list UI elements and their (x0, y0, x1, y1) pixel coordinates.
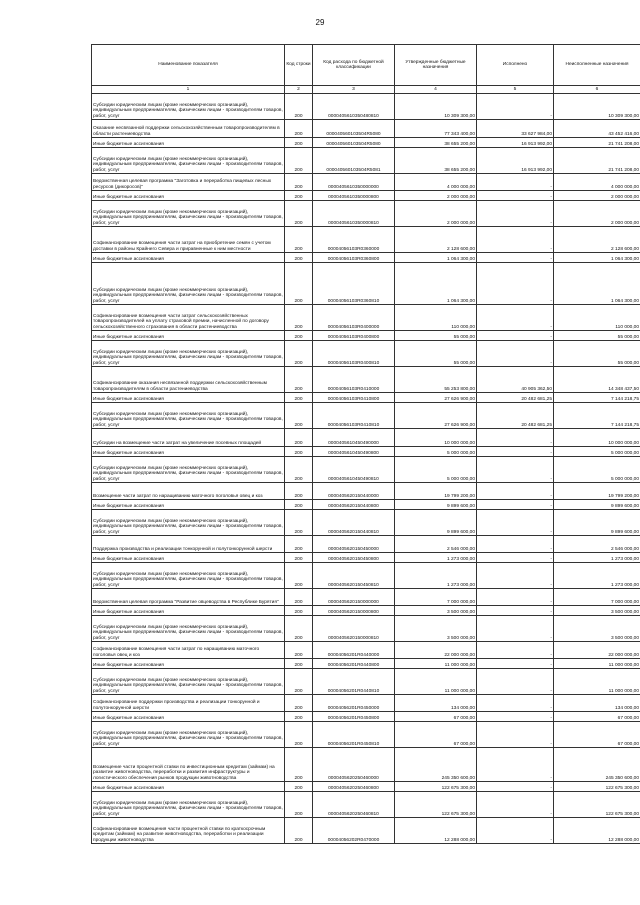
row-indicator-name: Поддержка производства и реализации тонкорунной и полутонкорунной шерсти (92, 536, 285, 553)
table-row (92, 792, 640, 818)
column-index: 6 (554, 86, 640, 94)
row-expense-code: 00004056103R0360810 (313, 263, 395, 305)
row-expense-code: 00004056103R0400000 (313, 305, 395, 331)
row-expense-code: 000040560103504R5081 (313, 148, 395, 174)
row-indicator-name: Иные бюджетные ассигнования (92, 253, 285, 263)
row-executed-amount: 16 913 992,00 (477, 138, 554, 148)
row-line-code: 200 (285, 191, 313, 201)
row-expense-code: 0000405620250460000 (313, 748, 395, 782)
row-indicator-name: Субсидии юридическим лицам (кроме некоммерческих организаций), индивидуальным предпринимателям, физическим лицам - производителям товаров, работ, услуг (92, 457, 285, 483)
table-row (92, 606, 640, 616)
row-line-code: 200 (285, 148, 313, 174)
row-expense-code: 000040560103504R5080 (313, 138, 395, 148)
row-unexecuted-amount: 67 000,00 (554, 712, 640, 722)
row-line-code: 200 (285, 818, 313, 844)
row-line-code: 200 (285, 227, 313, 253)
row-expense-code: 00004056201R0440000 (313, 642, 395, 659)
row-executed-amount: - (477, 659, 554, 669)
header-line-code: Код строки (285, 45, 313, 86)
row-line-code: 200 (285, 553, 313, 563)
budget-execution-table (91, 44, 640, 844)
row-expense-code: 0000405620150440800 (313, 500, 395, 510)
row-expense-code: 00004056201R0450000 (313, 695, 395, 712)
row-indicator-name: Субсидии юридическим лицам (кроме некоммерческих организаций), индивидуальным предпринимателям, физическим лицам - производителям товаров, работ, услуг (92, 792, 285, 818)
row-approved-amount: 10 000 000,00 (395, 429, 477, 447)
row-executed-amount: - (477, 589, 554, 606)
row-executed-amount: - (477, 563, 554, 589)
row-executed-amount: - (477, 191, 554, 201)
row-indicator-name: Оказание несвязанной поддержки сельскохозяйственным товаропроизводителям в области растениеводства (92, 120, 285, 138)
row-line-code: 200 (285, 94, 313, 120)
row-indicator-name: Иные бюджетные ассигнования (92, 553, 285, 563)
row-approved-amount: 5 000 000,00 (395, 447, 477, 457)
row-executed-amount: - (477, 483, 554, 500)
row-executed-amount: - (477, 695, 554, 712)
row-executed-amount: - (477, 748, 554, 782)
row-unexecuted-amount: 10 309 300,00 (554, 94, 640, 120)
row-approved-amount: 10 309 300,00 (395, 94, 477, 120)
row-expense-code: 0000405610350000800 (313, 191, 395, 201)
row-approved-amount: 1 064 300,00 (395, 263, 477, 305)
row-unexecuted-amount: 5 000 000,00 (554, 447, 640, 457)
row-unexecuted-amount: 11 000 000,00 (554, 669, 640, 695)
header-executed: Исполнено (477, 45, 554, 86)
row-approved-amount: 2 000 000,00 (395, 191, 477, 201)
row-line-code: 200 (285, 563, 313, 589)
row-indicator-name: Иные бюджетные ассигнования (92, 138, 285, 148)
row-executed-amount: - (477, 263, 554, 305)
table-row (92, 429, 640, 447)
row-indicator-name: Субсидии юридическим лицам (кроме некоммерческих организаций), индивидуальным предпринимателям, физическим лицам - производителям товаров, работ, услуг (92, 616, 285, 642)
row-indicator-name: Субсидии юридическим лицам (кроме некоммерческих организаций), индивидуальным предпринимателям, физическим лицам - производителям товаров, работ, услуг (92, 201, 285, 227)
row-unexecuted-amount: 9 899 600,00 (554, 500, 640, 510)
row-indicator-name: Субсидии юридическим лицам (кроме некоммерческих организаций), индивидуальным предпринимателям, физическим лицам - производителям товаров, работ, услуг (92, 148, 285, 174)
row-line-code: 200 (285, 367, 313, 393)
row-executed-amount: - (477, 447, 554, 457)
row-indicator-name: Иные бюджетные ассигнования (92, 782, 285, 792)
row-executed-amount: - (477, 94, 554, 120)
row-executed-amount: - (477, 201, 554, 227)
row-line-code: 200 (285, 457, 313, 483)
row-approved-amount: 38 655 200,00 (395, 138, 477, 148)
table-row (92, 331, 640, 341)
table-row (92, 589, 640, 606)
row-expense-code: 00004056103R0410810 (313, 403, 395, 429)
row-indicator-name: Софинансирование поддержки производства и реализации тонкорунной и полутонкорунной шерсти (92, 695, 285, 712)
row-executed-amount: - (477, 510, 554, 536)
row-expense-code: 0000405620150450800 (313, 553, 395, 563)
row-approved-amount: 122 675 300,00 (395, 782, 477, 792)
table-row (92, 669, 640, 695)
row-unexecuted-amount: 1 064 300,00 (554, 263, 640, 305)
column-index: 5 (477, 86, 554, 94)
row-approved-amount: 67 000,00 (395, 712, 477, 722)
column-index: 1 (92, 86, 285, 94)
row-executed-amount: - (477, 782, 554, 792)
row-unexecuted-amount: 1 273 000,00 (554, 553, 640, 563)
row-unexecuted-amount: 21 741 208,00 (554, 148, 640, 174)
row-approved-amount: 1 273 000,00 (395, 553, 477, 563)
row-executed-amount: - (477, 606, 554, 616)
row-indicator-name: Софинансирование возмещения части процентной ставки по краткосрочным кредитам (займам) на развитие животноводства, переработки и реализации продукции животноводства (92, 818, 285, 844)
row-indicator-name: Иные бюджетные ассигнования (92, 606, 285, 616)
table-row (92, 536, 640, 553)
table-row (92, 642, 640, 659)
row-indicator-name: Субсидии юридическим лицам (кроме некоммерческих организаций), индивидуальным предпринимателям, физическим лицам - производителям товаров, работ, услуг (92, 563, 285, 589)
row-line-code: 200 (285, 331, 313, 341)
row-approved-amount: 67 000,00 (395, 722, 477, 748)
row-approved-amount: 9 899 600,00 (395, 510, 477, 536)
row-unexecuted-amount: 14 348 437,50 (554, 367, 640, 393)
row-unexecuted-amount: 10 000 000,00 (554, 429, 640, 447)
table-row (92, 563, 640, 589)
row-indicator-name: Возмещение части процентной ставки по инвестиционным кредитам (займам) на развитие животноводства, переработки и развития инфраструктуры и логистического обеспечения рынков продукции животноводства (92, 748, 285, 782)
row-executed-amount: - (477, 553, 554, 563)
row-line-code: 200 (285, 500, 313, 510)
row-line-code: 200 (285, 695, 313, 712)
row-unexecuted-amount: 4 000 000,00 (554, 174, 640, 191)
row-approved-amount: 134 000,00 (395, 695, 477, 712)
row-executed-amount: 40 905 362,50 (477, 367, 554, 393)
row-line-code: 200 (285, 659, 313, 669)
row-approved-amount: 55 000,00 (395, 331, 477, 341)
row-executed-amount: 20 482 681,25 (477, 393, 554, 403)
row-unexecuted-amount: 7 144 218,75 (554, 403, 640, 429)
header-indicator-name: Наименование показателя (92, 45, 285, 86)
table-row (92, 782, 640, 792)
row-executed-amount: - (477, 722, 554, 748)
row-line-code: 200 (285, 536, 313, 553)
table-row (92, 393, 640, 403)
row-approved-amount: 22 000 000,00 (395, 642, 477, 659)
table-row (92, 510, 640, 536)
table-row (92, 148, 640, 174)
table-row (92, 447, 640, 457)
row-line-code: 200 (285, 429, 313, 447)
table-row (92, 457, 640, 483)
row-line-code: 200 (285, 616, 313, 642)
row-unexecuted-amount: 3 500 000,00 (554, 606, 640, 616)
row-unexecuted-amount: 1 064 300,00 (554, 253, 640, 263)
header-expense-code: Код расхода по бюджетной классификации (313, 45, 395, 86)
row-unexecuted-amount: 134 000,00 (554, 695, 640, 712)
row-executed-amount: - (477, 536, 554, 553)
row-indicator-name: Субсидии на возмещение части затрат на увеличение посевных площадей (92, 429, 285, 447)
row-approved-amount: 2 128 600,00 (395, 227, 477, 253)
row-expense-code: 0000405620150440000 (313, 483, 395, 500)
row-approved-amount: 2 000 000,00 (395, 201, 477, 227)
row-approved-amount: 12 288 000,00 (395, 818, 477, 844)
row-expense-code: 00004056201R0440800 (313, 659, 395, 669)
row-approved-amount: 9 899 600,00 (395, 500, 477, 510)
row-line-code: 200 (285, 138, 313, 148)
table-row (92, 94, 640, 120)
table-row (92, 253, 640, 263)
row-executed-amount: - (477, 305, 554, 331)
row-expense-code: 00004056103R0360000 (313, 227, 395, 253)
row-executed-amount: - (477, 227, 554, 253)
row-indicator-name: Иные бюджетные ассигнования (92, 712, 285, 722)
row-expense-code: 0000405610450490810 (313, 457, 395, 483)
row-unexecuted-amount: 1 273 000,00 (554, 563, 640, 589)
page-number: 29 (315, 18, 325, 27)
row-unexecuted-amount: 22 000 000,00 (554, 642, 640, 659)
row-executed-amount: - (477, 429, 554, 447)
table-row (92, 500, 640, 510)
row-expense-code: 0000405620150450000 (313, 536, 395, 553)
row-indicator-name: Иные бюджетные ассигнования (92, 659, 285, 669)
column-index: 4 (395, 86, 477, 94)
row-indicator-name: Субсидии юридическим лицам (кроме некоммерческих организаций), индивидуальным предпринимателям, физическим лицам - производителям товаров, работ, услуг (92, 669, 285, 695)
row-approved-amount: 2 546 000,00 (395, 536, 477, 553)
row-expense-code: 0000405620150440810 (313, 510, 395, 536)
row-expense-code: 0000405610450490800 (313, 447, 395, 457)
row-executed-amount: - (477, 792, 554, 818)
row-indicator-name: Иные бюджетные ассигнования (92, 447, 285, 457)
table-row (92, 201, 640, 227)
row-line-code: 200 (285, 263, 313, 305)
row-expense-code: 0000405620150000000 (313, 589, 395, 606)
row-unexecuted-amount: 7 000 000,00 (554, 589, 640, 606)
row-executed-amount: 16 913 992,00 (477, 148, 554, 174)
row-executed-amount: - (477, 818, 554, 844)
row-indicator-name: Иные бюджетные ассигнования (92, 191, 285, 201)
table-row (92, 553, 640, 563)
row-line-code: 200 (285, 447, 313, 457)
row-unexecuted-amount: 110 000,00 (554, 305, 640, 331)
row-indicator-name: Субсидии юридическим лицам (кроме некоммерческих организаций), индивидуальным предпринимателям, физическим лицам - производителям товаров, работ, услуг (92, 403, 285, 429)
row-unexecuted-amount: 122 675 300,00 (554, 782, 640, 792)
table-row (92, 616, 640, 642)
table-row (92, 174, 640, 191)
row-unexecuted-amount: 2 546 000,00 (554, 536, 640, 553)
row-executed-amount: - (477, 616, 554, 642)
row-unexecuted-amount: 11 000 000,00 (554, 659, 640, 669)
row-indicator-name: Иные бюджетные ассигнования (92, 331, 285, 341)
table-row (92, 659, 640, 669)
row-indicator-name: Софинансирование возмещения части затрат по наращиванию маточного поголовья овец и коз (92, 642, 285, 659)
row-executed-amount: - (477, 712, 554, 722)
column-index-row (92, 86, 640, 94)
row-unexecuted-amount: 3 500 000,00 (554, 616, 640, 642)
row-indicator-name: Софинансирование оказания несвязанной поддержки сельскохозяйственным товаропроизводителям в области растениеводства (92, 367, 285, 393)
row-approved-amount: 11 000 000,00 (395, 669, 477, 695)
row-unexecuted-amount: 43 452 416,00 (554, 120, 640, 138)
row-approved-amount: 110 000,00 (395, 305, 477, 331)
row-approved-amount: 27 626 900,00 (395, 393, 477, 403)
row-unexecuted-amount: 2 000 000,00 (554, 201, 640, 227)
row-approved-amount: 245 350 600,00 (395, 748, 477, 782)
row-expense-code: 0000405610350480810 (313, 94, 395, 120)
row-approved-amount: 122 675 300,00 (395, 792, 477, 818)
row-line-code: 200 (285, 305, 313, 331)
row-line-code: 200 (285, 483, 313, 500)
row-approved-amount: 1 064 300,00 (395, 253, 477, 263)
table-row (92, 227, 640, 253)
row-executed-amount: - (477, 642, 554, 659)
row-approved-amount: 3 500 000,00 (395, 616, 477, 642)
row-line-code: 200 (285, 403, 313, 429)
row-expense-code: 0000405610350000000 (313, 174, 395, 191)
row-indicator-name: Иные бюджетные ассигнования (92, 393, 285, 403)
row-approved-amount: 1 273 000,00 (395, 563, 477, 589)
row-approved-amount: 11 000 000,00 (395, 659, 477, 669)
column-index: 2 (285, 86, 313, 94)
table-row (92, 748, 640, 782)
row-executed-amount: - (477, 253, 554, 263)
row-line-code: 200 (285, 393, 313, 403)
row-line-code: 200 (285, 782, 313, 792)
row-expense-code: 00004056103R0410000 (313, 367, 395, 393)
row-unexecuted-amount: 2 000 000,00 (554, 191, 640, 201)
row-approved-amount: 27 626 900,00 (395, 403, 477, 429)
row-expense-code: 0000405610450490000 (313, 429, 395, 447)
row-expense-code: 0000405620250460800 (313, 782, 395, 792)
row-executed-amount: 20 482 681,25 (477, 403, 554, 429)
row-line-code: 200 (285, 510, 313, 536)
row-line-code: 200 (285, 606, 313, 616)
row-indicator-name: Субсидии юридическим лицам (кроме некоммерческих организаций), индивидуальным предпринимателям, физическим лицам - производителям товаров, работ, услуг (92, 94, 285, 120)
row-indicator-name: Иные бюджетные ассигнования (92, 500, 285, 510)
row-line-code: 200 (285, 642, 313, 659)
table-row (92, 483, 640, 500)
row-expense-code: 00004056201R0450800 (313, 712, 395, 722)
row-line-code: 200 (285, 201, 313, 227)
table-row (92, 120, 640, 138)
row-indicator-name: Ведомственная целевая программа "Заготовка и переработка пищевых лесных ресурсов (дикоросов)" (92, 174, 285, 191)
row-line-code: 200 (285, 253, 313, 263)
row-approved-amount: 5 000 000,00 (395, 457, 477, 483)
row-line-code: 200 (285, 722, 313, 748)
row-indicator-name: Субсидии юридическим лицам (кроме некоммерческих организаций), индивидуальным предпринимателям, физическим лицам - производителям товаров, работ, услуг (92, 722, 285, 748)
row-indicator-name: Софинансирование возмещения части затрат сельскохозяйственных товаропроизводителей на уплату страховой премии, начисленной по договору сельскохозяйственного страхования в области растениеводства (92, 305, 285, 331)
row-expense-code: 0000405610350000810 (313, 201, 395, 227)
row-expense-code: 00004056103R0410800 (313, 393, 395, 403)
row-unexecuted-amount: 9 899 600,00 (554, 510, 640, 536)
row-line-code: 200 (285, 748, 313, 782)
row-approved-amount: 7 000 000,00 (395, 589, 477, 606)
table-row (92, 722, 640, 748)
row-executed-amount: - (477, 669, 554, 695)
row-indicator-name: Субсидии юридическим лицам (кроме некоммерческих организаций), индивидуальным предпринимателям, физическим лицам - производителям товаров, работ, услуг (92, 510, 285, 536)
row-indicator-name: Ведомственная целевая программа "Развитие овцеводства в Республике Бурятия" (92, 589, 285, 606)
row-approved-amount: 55 253 800,00 (395, 367, 477, 393)
row-unexecuted-amount: 245 350 600,00 (554, 748, 640, 782)
row-indicator-name: Субсидии юридическим лицам (кроме некоммерческих организаций), индивидуальным предпринимателям, физическим лицам - производителям товаров, работ, услуг (92, 341, 285, 367)
row-unexecuted-amount: 122 675 300,00 (554, 792, 640, 818)
row-approved-amount: 4 000 000,00 (395, 174, 477, 191)
row-expense-code: 000040560103504R5080 (313, 120, 395, 138)
row-unexecuted-amount: 12 288 000,00 (554, 818, 640, 844)
table-row (92, 191, 640, 201)
table-row (92, 341, 640, 367)
column-index: 3 (313, 86, 395, 94)
row-indicator-name: Субсидии юридическим лицам (кроме некоммерческих организаций), индивидуальным предпринимателям, физическим лицам - производителям товаров, работ, услуг (92, 263, 285, 305)
row-line-code: 200 (285, 341, 313, 367)
row-approved-amount: 3 500 000,00 (395, 606, 477, 616)
row-executed-amount: - (477, 457, 554, 483)
row-approved-amount: 38 655 200,00 (395, 148, 477, 174)
row-expense-code: 00004056103R0400800 (313, 331, 395, 341)
row-expense-code: 0000405620150450810 (313, 563, 395, 589)
row-unexecuted-amount: 7 144 218,75 (554, 393, 640, 403)
row-unexecuted-amount: 55 000,00 (554, 341, 640, 367)
row-indicator-name: Возмещение части затрат по наращиванию маточного поголовья овец и коз (92, 483, 285, 500)
row-line-code: 200 (285, 174, 313, 191)
header-unexecuted: Неисполненные назначения (554, 45, 640, 86)
table-row (92, 263, 640, 305)
row-unexecuted-amount: 2 128 600,00 (554, 227, 640, 253)
row-line-code: 200 (285, 120, 313, 138)
row-unexecuted-amount: 19 799 200,00 (554, 483, 640, 500)
row-unexecuted-amount: 21 741 208,00 (554, 138, 640, 148)
row-expense-code: 0000405620150000800 (313, 606, 395, 616)
row-approved-amount: 77 343 400,00 (395, 120, 477, 138)
row-line-code: 200 (285, 669, 313, 695)
row-line-code: 200 (285, 589, 313, 606)
header-approved: Утвержденные бюджетные назначения (395, 45, 477, 86)
row-approved-amount: 19 799 200,00 (395, 483, 477, 500)
table-row (92, 712, 640, 722)
row-expense-code: 00004056201R0440810 (313, 669, 395, 695)
table-header-row (92, 45, 640, 86)
row-unexecuted-amount: 5 000 000,00 (554, 457, 640, 483)
row-executed-amount: 33 627 984,00 (477, 120, 554, 138)
row-executed-amount: - (477, 331, 554, 341)
row-approved-amount: 55 000,00 (395, 341, 477, 367)
table-row (92, 695, 640, 712)
row-expense-code: 0000405620150000810 (313, 616, 395, 642)
row-indicator-name: Софинансирование возмещения части затрат на приобретение семян с учетом доставки в районы Крайнего Севера и приравненные к ним местности (92, 227, 285, 253)
row-line-code: 200 (285, 712, 313, 722)
row-unexecuted-amount: 67 000,00 (554, 722, 640, 748)
row-expense-code: 00004056103R0400810 (313, 341, 395, 367)
row-expense-code: 0000405620250460810 (313, 792, 395, 818)
row-executed-amount: - (477, 341, 554, 367)
row-expense-code: 00004056202R0470000 (313, 818, 395, 844)
row-executed-amount: - (477, 174, 554, 191)
table-row (92, 403, 640, 429)
table-row (92, 818, 640, 844)
row-expense-code: 00004056201R0450810 (313, 722, 395, 748)
row-line-code: 200 (285, 792, 313, 818)
row-unexecuted-amount: 55 000,00 (554, 331, 640, 341)
row-executed-amount: - (477, 500, 554, 510)
row-expense-code: 00004056103R0360800 (313, 253, 395, 263)
table-row (92, 138, 640, 148)
table-row (92, 305, 640, 331)
table-row (92, 367, 640, 393)
